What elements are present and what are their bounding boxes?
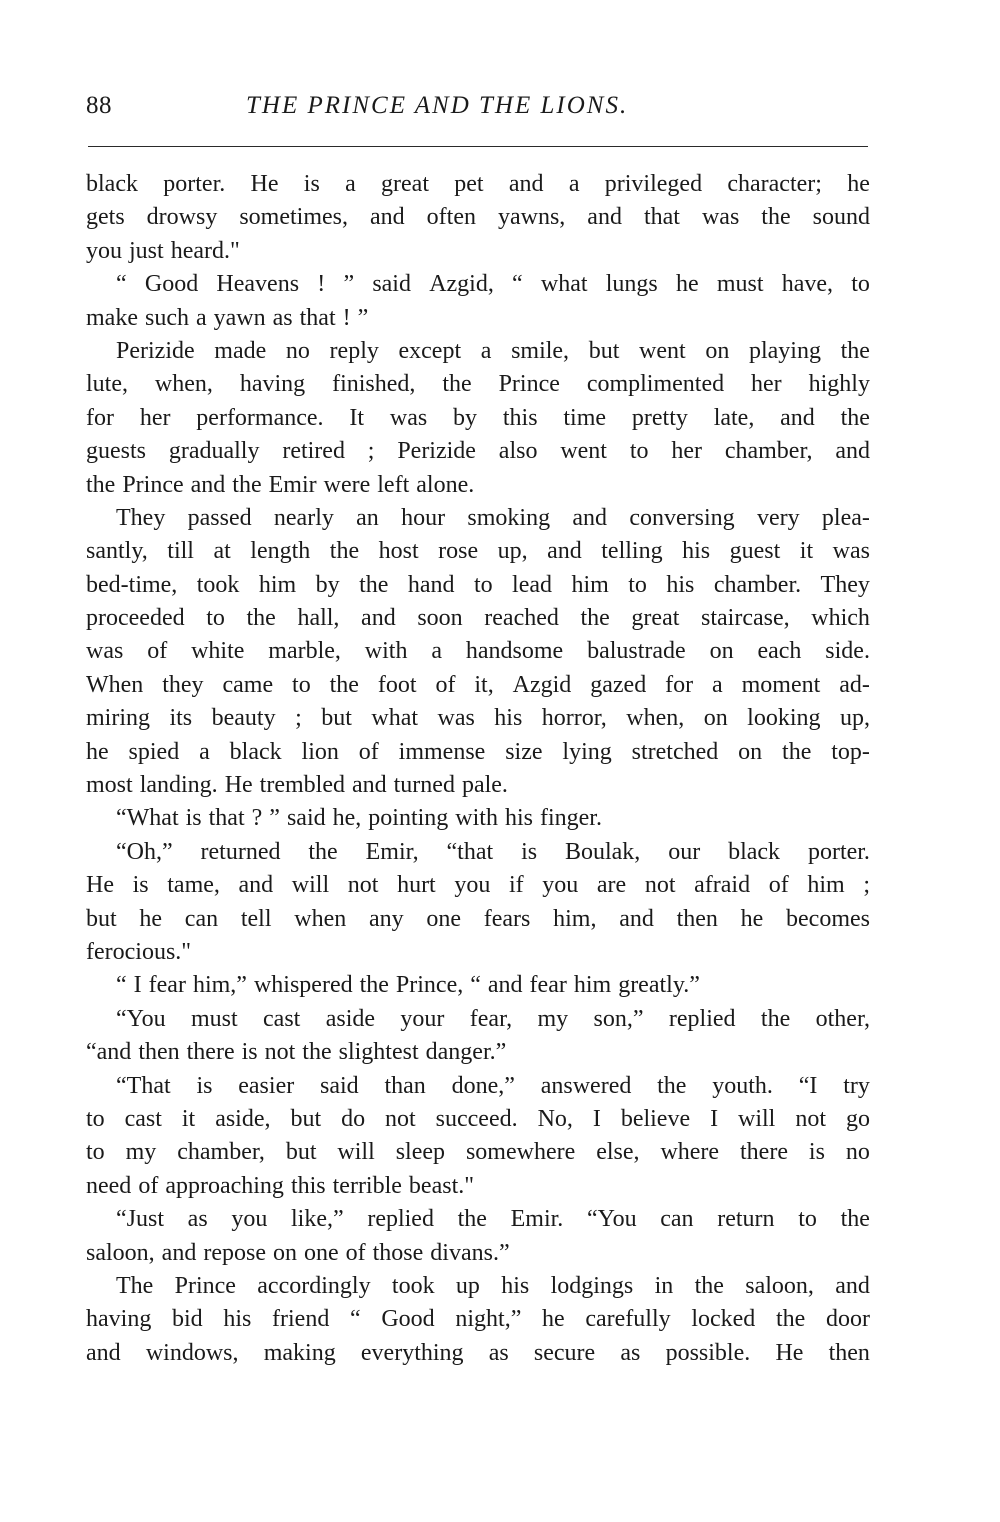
text-line: He is tame, and will not hurt you if you are not afraid of him ; xyxy=(86,872,870,899)
text-line: bed-time, took him by the hand to lead him to his chamber. They xyxy=(86,571,870,598)
text-line: guests gradually retired ; Perizide also went to her chamber, and xyxy=(86,438,870,465)
text-line: “That is easier said than done,” answered the youth. “I try xyxy=(116,1072,870,1099)
header-rule xyxy=(88,146,868,147)
text-line: “and then there is not the slightest danger.” xyxy=(86,1039,507,1066)
text-line: miring its beauty ; but what was his horror, when, on looking up, xyxy=(86,705,870,732)
text-line: lute, when, having finished, the Prince complimented her highly xyxy=(86,371,870,398)
text-line: you just heard." xyxy=(86,237,240,264)
page-header xyxy=(86,92,868,132)
body-text xyxy=(86,168,870,1370)
text-line: The Prince accordingly took up his lodgings in the saloon, and xyxy=(116,1272,870,1299)
text-line: “What is that ? ” said he, pointing with his finger. xyxy=(116,805,602,832)
text-line: santly, till at length the host rose up, and telling his guest it was xyxy=(86,538,870,565)
text-line: and windows, making everything as secure as possible. He then xyxy=(86,1339,870,1366)
text-line: gets drowsy sometimes, and often yawns, and that was the sound xyxy=(86,204,870,231)
text-line: ferocious." xyxy=(86,938,192,965)
text-line: “You must cast aside your fear, my son,” replied the other, xyxy=(116,1005,870,1032)
text-line: need of approaching this terrible beast." xyxy=(86,1172,475,1199)
running-title: THE PRINCE AND THE LIONS. xyxy=(246,92,629,119)
text-line: having bid his friend “ Good night,” he carefully locked the door xyxy=(86,1306,870,1333)
text-line: was of white marble, with a handsome balustrade on each side. xyxy=(86,638,870,665)
text-line: “Oh,” returned the Emir, “that is Boulak, our black porter. xyxy=(116,838,870,865)
text-line: When they came to the foot of it, Azgid gazed for a moment ad- xyxy=(86,671,870,698)
text-line: he spied a black lion of immense size lying stretched on the top- xyxy=(86,738,870,765)
text-line: saloon, and repose on one of those divans.” xyxy=(86,1239,510,1266)
page-number: 88 xyxy=(86,92,112,119)
text-line: the Prince and the Emir were left alone. xyxy=(86,471,475,498)
text-line: to cast it aside, but do not succeed. No, I believe I will not go xyxy=(86,1105,870,1132)
text-line: most landing. He trembled and turned pale. xyxy=(86,772,508,799)
text-line: “ I fear him,” whispered the Prince, “ and fear him greatly.” xyxy=(116,972,700,999)
text-line: black porter. He is a great pet and a privileged character; he xyxy=(86,171,870,197)
text-line: Perizide made no reply except a smile, but went on playing the xyxy=(116,337,870,364)
text-line: “Just as you like,” replied the Emir. “You can return to the xyxy=(116,1206,870,1233)
text-line: for her performance. It was by this time pretty late, and the xyxy=(86,404,870,431)
text-line: “ Good Heavens ! ” said Azgid, “ what lungs he must have, to xyxy=(116,271,870,298)
text-line: They passed nearly an hour smoking and conversing very plea- xyxy=(116,504,870,531)
text-line: make such a yawn as that ! ” xyxy=(86,304,369,331)
text-line: proceeded to the hall, and soon reached the great staircase, which xyxy=(86,605,870,632)
text-line: to my chamber, but will sleep somewhere else, where there is no xyxy=(86,1139,870,1166)
text-line: but he can tell when any one fears him, and then he becomes xyxy=(86,905,870,932)
